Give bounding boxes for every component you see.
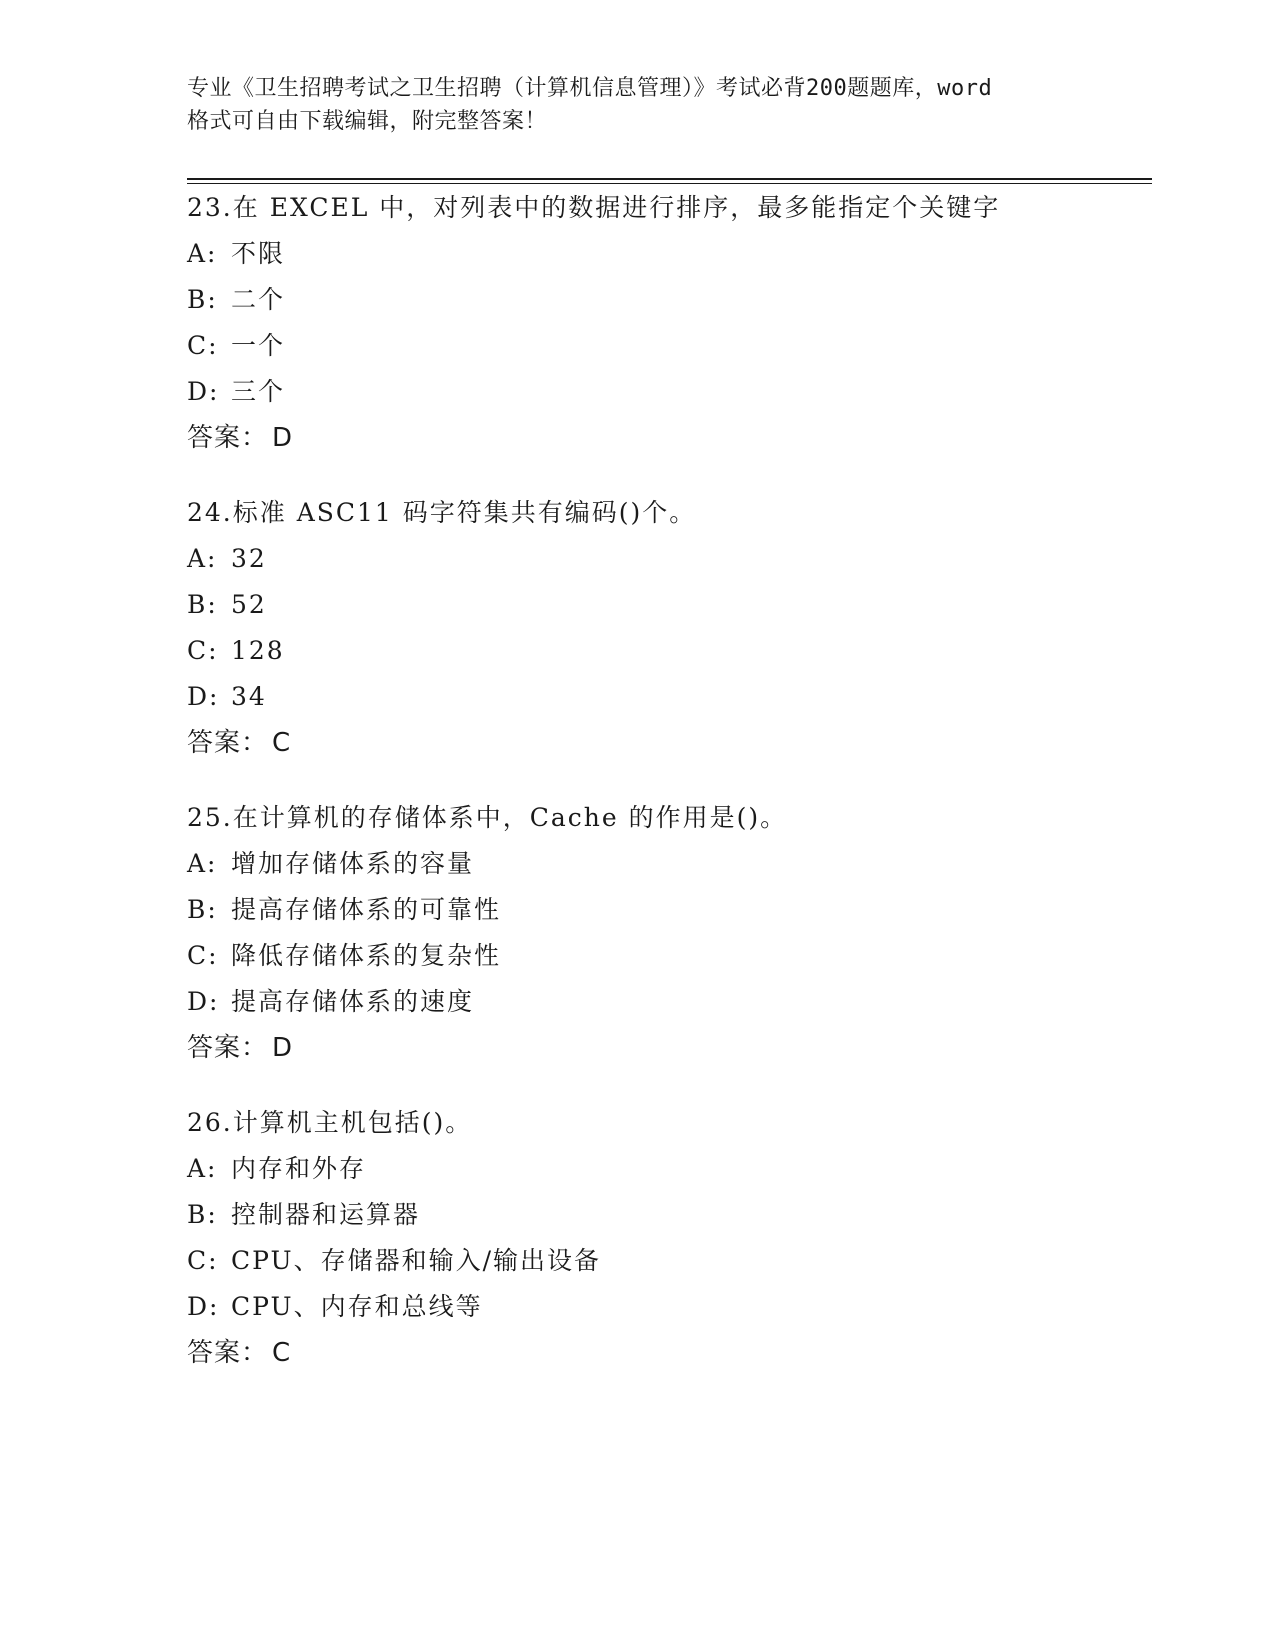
option-letter: A: <box>187 849 218 878</box>
option-text: 一个 <box>231 331 286 360</box>
header-line-2: 格式可自由下载编辑，附完整答案！ <box>187 109 548 134</box>
question-23 <box>187 185 1147 461</box>
option-a <box>187 231 1147 277</box>
option-a <box>187 841 1147 887</box>
option-c <box>187 628 1147 674</box>
answer-line <box>187 1025 1147 1071</box>
document-header <box>187 72 1117 138</box>
header-divider-thick <box>187 178 1152 180</box>
option-text: 52 <box>231 590 267 619</box>
answer-value: D <box>272 423 294 453</box>
option-b <box>187 277 1147 323</box>
option-text: 34 <box>231 682 267 711</box>
option-a <box>187 536 1147 582</box>
answer-label: 答案： <box>187 1033 269 1063</box>
option-text: 提高存储体系的可靠性 <box>231 895 502 924</box>
answer-line <box>187 1330 1147 1376</box>
option-text: 增加存储体系的容量 <box>231 849 475 878</box>
option-text: 提高存储体系的速度 <box>231 987 475 1016</box>
option-letter: B: <box>187 895 218 924</box>
option-letter: C: <box>187 331 219 360</box>
answer-label: 答案： <box>187 728 269 758</box>
question-title: 23.在 EXCEL 中，对列表中的数据进行排序，最多能指定个关键字 <box>187 193 1001 222</box>
question-26 <box>187 1100 1147 1376</box>
answer-label: 答案： <box>187 423 269 453</box>
option-letter: C: <box>187 1246 219 1275</box>
answer-value: C <box>272 728 292 758</box>
option-a <box>187 1146 1147 1192</box>
option-d <box>187 979 1147 1025</box>
answer-value: D <box>272 1033 294 1063</box>
option-b <box>187 582 1147 628</box>
option-b <box>187 887 1147 933</box>
option-letter: A: <box>187 239 218 268</box>
header-line-1: 专业《卫生招聘考试之卫生招聘（计算机信息管理）》考试必背200题题库，word <box>187 76 993 101</box>
option-letter: B: <box>187 1200 218 1229</box>
header-divider-thin <box>187 183 1152 184</box>
answer-label: 答案： <box>187 1338 269 1368</box>
question-25 <box>187 795 1147 1071</box>
option-letter: C: <box>187 636 219 665</box>
option-text: 二个 <box>231 285 286 314</box>
option-letter: D: <box>187 1292 220 1321</box>
option-text: CPU、内存和总线等 <box>231 1292 483 1321</box>
option-text: 降低存储体系的复杂性 <box>231 941 502 970</box>
option-letter: A: <box>187 544 218 573</box>
answer-line <box>187 415 1147 461</box>
option-text: 不限 <box>231 239 286 268</box>
option-b <box>187 1192 1147 1238</box>
option-letter: A: <box>187 1154 218 1183</box>
option-d <box>187 369 1147 415</box>
question-title: 26.计算机主机包括()。 <box>187 1108 473 1137</box>
option-text: 128 <box>231 636 285 665</box>
option-c <box>187 933 1147 979</box>
option-text: 三个 <box>231 377 286 406</box>
option-text: 内存和外存 <box>231 1154 367 1183</box>
option-text: 控制器和运算器 <box>231 1200 421 1229</box>
option-letter: D: <box>187 377 220 406</box>
question-title: 24.标准 ASC11 码字符集共有编码()个。 <box>187 498 697 527</box>
option-letter: D: <box>187 987 220 1016</box>
question-24 <box>187 490 1147 766</box>
option-letter: D: <box>187 682 220 711</box>
option-letter: C: <box>187 941 219 970</box>
option-text: CPU、存储器和输入/输出设备 <box>231 1246 602 1275</box>
option-c <box>187 323 1147 369</box>
option-letter: B: <box>187 285 218 314</box>
option-d <box>187 674 1147 720</box>
option-text: 32 <box>231 544 267 573</box>
option-d <box>187 1284 1147 1330</box>
question-title: 25.在计算机的存储体系中，Cache 的作用是()。 <box>187 803 788 832</box>
answer-line <box>187 720 1147 766</box>
option-letter: B: <box>187 590 218 619</box>
option-c <box>187 1238 1147 1284</box>
answer-value: C <box>272 1338 292 1368</box>
